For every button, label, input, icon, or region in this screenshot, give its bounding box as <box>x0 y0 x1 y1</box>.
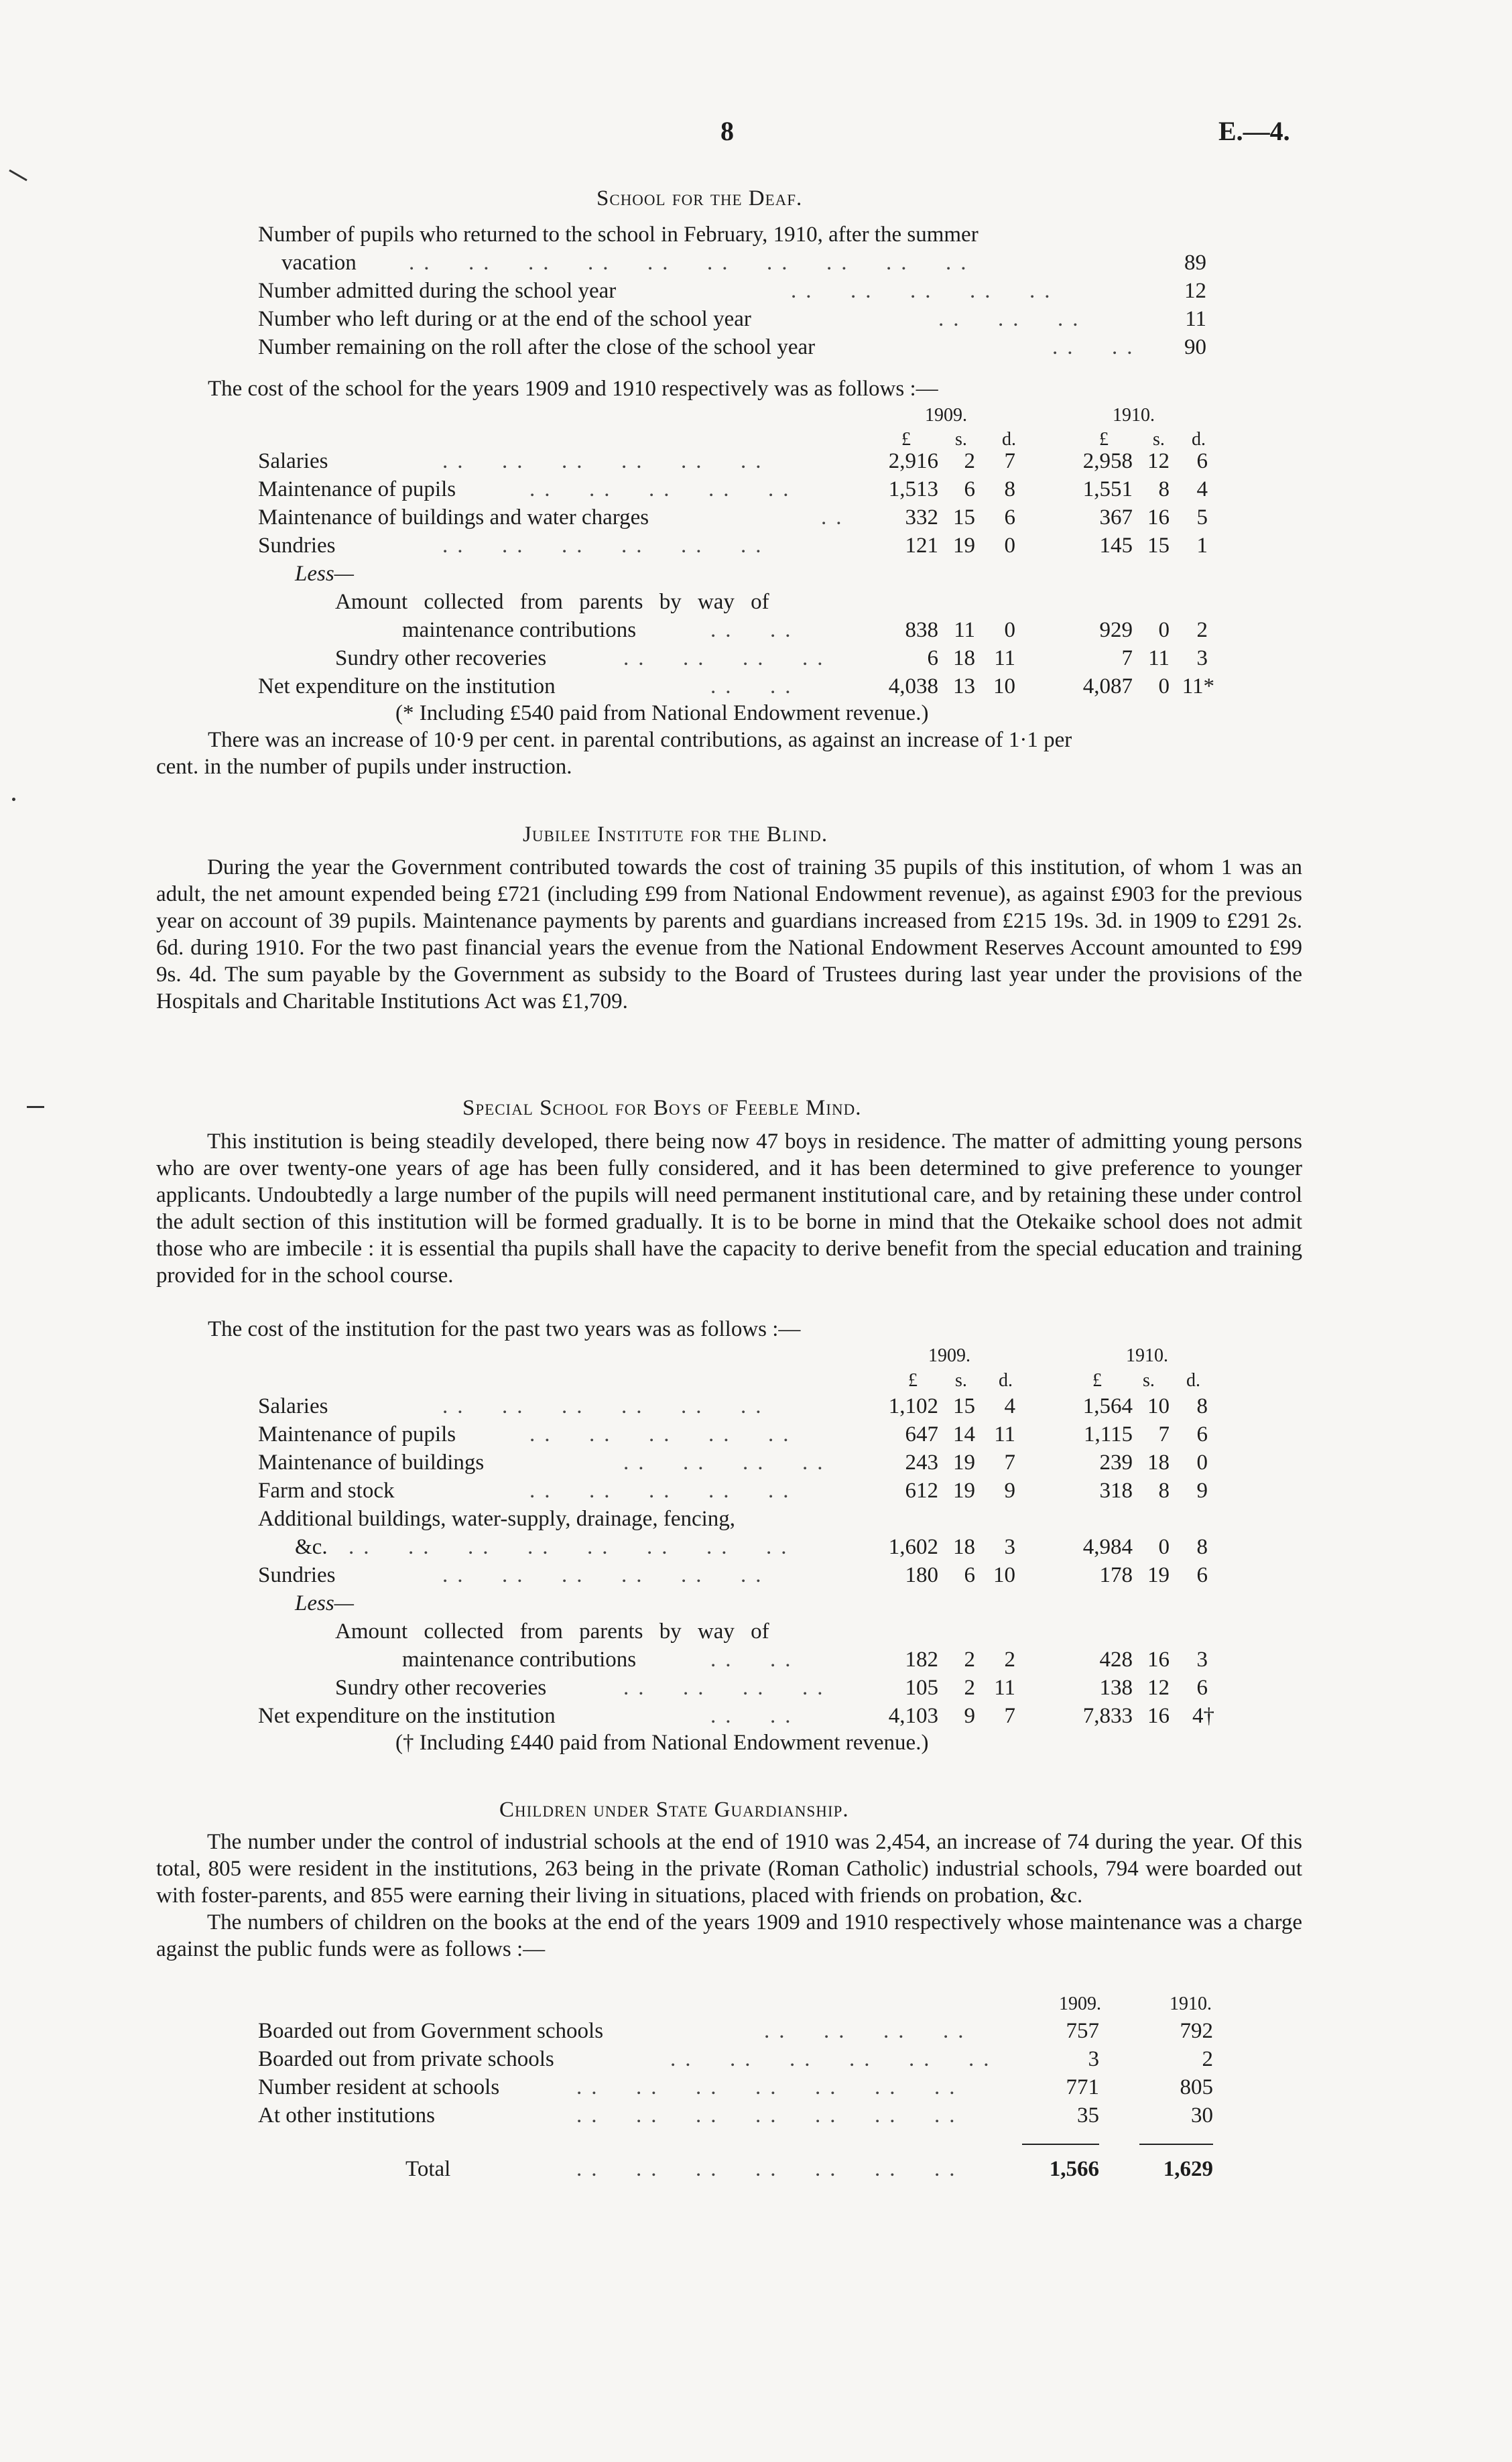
amount-pence: 6 <box>1004 505 1015 530</box>
leader-dots: .. .. .. .. .. .. .. <box>576 2103 964 2128</box>
amount-pounds: 1,513 <box>888 477 938 501</box>
col-shillings: s. <box>1153 429 1165 450</box>
col-pounds: £ <box>1092 1370 1102 1391</box>
leader-dots: .. .. <box>1052 335 1142 359</box>
leader-dots: .. .. .. .. <box>623 1451 832 1475</box>
amount-pence: 11 <box>994 1676 1015 1700</box>
children-row-label: Boarded out from private schools <box>258 2047 554 2071</box>
col-year-1909: 1909. <box>928 1345 970 1366</box>
count-1909: 771 <box>1066 2075 1099 2099</box>
amount-pence: 4 <box>1196 477 1208 501</box>
leader-dots: .. <box>821 505 851 530</box>
amount-pence: 11* <box>1182 674 1214 698</box>
col-year-1909: 1909. <box>925 405 967 426</box>
amount-pence: 2 <box>1004 1648 1015 1672</box>
children-paragraph <box>156 1829 1302 1963</box>
blind-paragraph <box>156 854 1302 1015</box>
amount-pence: 6 <box>1196 1563 1208 1587</box>
cost-label: Additional buildings, water-supply, drainage, fencing, <box>258 1507 736 1531</box>
less-label-cont: maintenance contributions <box>402 618 637 642</box>
amount-pence: 3 <box>1004 1535 1015 1559</box>
leader-dots: .. .. .. .. .. .. <box>670 2047 999 2071</box>
amount-pence: 5 <box>1196 505 1208 530</box>
cost-label: Farm and stock <box>258 1479 395 1503</box>
leader-dots: .. .. .. .. .. .. .. <box>576 2157 964 2181</box>
amount-pence: 9 <box>1004 1479 1015 1503</box>
leader-dots: .. .. .. .. .. <box>529 1479 798 1503</box>
amount-pounds: 243 <box>905 1451 938 1475</box>
amount-pence: 7 <box>1004 1451 1015 1475</box>
amount-pence: 0 <box>1004 618 1015 642</box>
leader-dots: .. .. .. <box>938 307 1088 331</box>
count-1910: 30 <box>1191 2103 1213 2128</box>
leader-dots: .. .. .. .. .. .. .. <box>576 2075 964 2099</box>
amount-shillings: 2 <box>964 1676 975 1700</box>
leader-dots: .. .. .. .. .. <box>529 477 798 501</box>
leader-dots: .. .. .. .. .. .. .. .. <box>349 1535 796 1559</box>
amount-pounds: 612 <box>905 1479 938 1503</box>
less-label: Sundry other recoveries <box>335 646 547 670</box>
amount-pounds: 367 <box>1099 505 1133 530</box>
amount-shillings: 0 <box>1158 618 1170 642</box>
leader-dots: .. .. .. .. .. <box>791 279 1060 303</box>
count-1909: 3 <box>1088 2047 1099 2071</box>
amount-pence: 11 <box>994 1422 1015 1447</box>
amount-shillings: 15 <box>953 505 975 530</box>
amount-pence: 10 <box>993 674 1015 698</box>
amount-pence: 4 <box>1004 1394 1015 1418</box>
amount-pounds: 1,102 <box>888 1394 938 1418</box>
amount-pence: 0 <box>1004 534 1015 558</box>
cost-label: Maintenance of pupils <box>258 1422 456 1447</box>
less-label: Amount collected from parents by way of <box>335 1619 769 1644</box>
feeble-cost-intro: The cost of the institution for the past two years was as follows :— <box>208 1317 801 1341</box>
col-year-1909: 1909. <box>1059 1993 1101 2014</box>
cost-label: Maintenance of buildings <box>258 1451 485 1475</box>
amount-shillings: 18 <box>953 646 975 670</box>
section-title-blind: Jubilee Institute for the Blind. <box>523 822 828 847</box>
leader-dots: .. .. <box>710 1648 800 1672</box>
deaf-cost-intro: The cost of the school for the years 1909 and 1910 respectively was as follows :— <box>208 377 938 401</box>
amount-pounds: 4,984 <box>1082 1535 1133 1559</box>
col-year-1910: 1910. <box>1113 405 1155 426</box>
leader-dots: .. .. .. .. .. <box>529 1422 798 1447</box>
amount-shillings: 6 <box>964 477 975 501</box>
amount-shillings: 11 <box>1148 646 1170 670</box>
amount-pence: 9 <box>1196 1479 1208 1503</box>
amount-pence: 6 <box>1196 1422 1208 1447</box>
amount-shillings: 12 <box>1147 449 1170 473</box>
total-1909: 1,566 <box>1049 2157 1099 2181</box>
amount-pounds: 838 <box>905 618 938 642</box>
count-1910: 792 <box>1180 2019 1213 2043</box>
leader-dots: .. .. <box>710 674 800 698</box>
count-1910: 2 <box>1202 2047 1213 2071</box>
col-shillings: s. <box>955 429 967 450</box>
page-number: 8 <box>720 116 734 146</box>
total-rule-1910 <box>1139 2144 1213 2145</box>
col-year-1910: 1910. <box>1126 1345 1168 1366</box>
amount-pounds: 7 <box>1121 646 1133 670</box>
amount-pounds: 929 <box>1099 618 1133 642</box>
amount-pounds: 1,115 <box>1083 1422 1133 1447</box>
closing-text: cent. in the number of pupils under instruction. <box>156 755 572 779</box>
amount-shillings: 0 <box>1158 1535 1170 1559</box>
col-pence: d. <box>999 1370 1013 1391</box>
section-title-children: Children under State Guardianship. <box>499 1798 849 1822</box>
amount-shillings: 12 <box>1147 1676 1170 1700</box>
amount-shillings: 15 <box>1147 534 1170 558</box>
amount-pence: 2 <box>1196 618 1208 642</box>
paragraph-text: The number under the control of industrial schools at the end of 1910 was 2,454, an increase of 74 during the year. Of this total, 805 were resident in the institutions, 263 being in the private (Roman Catholic) industrial schools, 794 were boarded out with foster-parents, and 855 were earning their living in situations, placed with friends on probation, &c. <box>156 1830 1302 1908</box>
col-pence: d. <box>1186 1370 1200 1391</box>
deaf-row-value: 11 <box>1185 307 1206 331</box>
less-label-cont: maintenance contributions <box>402 1648 637 1672</box>
amount-pence: 8 <box>1004 477 1015 501</box>
cost-label: Sundries <box>258 1563 336 1587</box>
amount-pounds: 428 <box>1099 1648 1133 1672</box>
amount-shillings: 16 <box>1147 505 1170 530</box>
amount-pounds: 145 <box>1099 534 1133 558</box>
count-1910: 805 <box>1180 2075 1213 2099</box>
amount-pounds: 318 <box>1099 1479 1133 1503</box>
amount-pounds: 1,602 <box>888 1535 938 1559</box>
deaf-row-value: 12 <box>1184 279 1206 303</box>
amount-shillings: 13 <box>953 674 975 698</box>
children-row-label: At other institutions <box>258 2103 435 2128</box>
total-rule-1909 <box>1022 2144 1099 2145</box>
children-row-label: Boarded out from Government schools <box>258 2019 604 2043</box>
margin-mark <box>27 1106 44 1108</box>
paragraph-text: The numbers of children on the books at the end of the years 1909 and 1910 respectively whose maintenance was a charge against the public funds were as follows :— <box>156 1910 1302 1961</box>
col-shillings: s. <box>1143 1370 1155 1391</box>
col-pounds: £ <box>908 1370 918 1391</box>
amount-pence: 3 <box>1196 646 1208 670</box>
amount-pence: 7 <box>1004 1704 1015 1728</box>
amount-pounds: 2,958 <box>1082 449 1133 473</box>
less-label: Less— <box>295 1591 355 1615</box>
col-shillings: s. <box>955 1370 967 1391</box>
amount-pounds: 138 <box>1099 1676 1133 1700</box>
paragraph-text: During the year the Government contributed towards the cost of training 35 pupils of this institution, of whom 1 was an adult, the net amount expended being £721 (including £99 from National Endowment revenue), as against £903 for the previous year on account of 39 pupils. Maintenance payments by parents and guardians increased from £215 19s. 3d. in 1909 to £291 2s. 6d. during 1910. For the two past financial years the evenue from the National Endowment Reserves Account amounted to £99 9s. 4d. The sum payable by the Government as subsidy to the Board of Trustees during last year under the provisions of the Hospitals and Charitable Institutions Act was £1,709. <box>156 855 1302 1013</box>
col-year-1910: 1910. <box>1170 1993 1212 2014</box>
amount-shillings: 8 <box>1158 1479 1170 1503</box>
amount-shillings: 19 <box>1147 1563 1170 1587</box>
less-label: Amount collected from parents by way of <box>335 590 769 614</box>
count-1909: 35 <box>1077 2103 1099 2128</box>
footnote: († Including £440 paid from National Endowment revenue.) <box>395 1731 929 1755</box>
total-1910: 1,629 <box>1163 2157 1213 2181</box>
document-reference: E.—4. <box>1218 116 1290 146</box>
section-title-deaf: School for the Deaf. <box>596 186 803 210</box>
leader-dots: .. .. .. .. <box>623 1676 832 1700</box>
deaf-row-value: 90 <box>1184 335 1206 359</box>
leader-dots: .. .. .. .. .. .. .. .. .. .. <box>409 251 976 275</box>
less-label: Sundry other recoveries <box>335 1676 547 1700</box>
deaf-row-label: Number who left during or at the end of the school year <box>258 307 751 331</box>
leader-dots: .. .. <box>710 1704 800 1728</box>
amount-pounds: 1,564 <box>1082 1394 1133 1418</box>
total-label: Total <box>405 2157 451 2181</box>
amount-pence: 4† <box>1192 1704 1214 1728</box>
amount-shillings: 14 <box>953 1422 975 1447</box>
amount-pounds: 121 <box>905 534 938 558</box>
leader-dots: .. .. <box>710 618 800 642</box>
amount-pence: 8 <box>1196 1394 1208 1418</box>
amount-shillings: 2 <box>964 1648 975 1672</box>
amount-shillings: 15 <box>953 1394 975 1418</box>
amount-shillings: 16 <box>1147 1648 1170 1672</box>
col-pence: d. <box>1192 429 1206 450</box>
amount-pounds: 4,038 <box>888 674 938 698</box>
amount-pence: 8 <box>1196 1535 1208 1559</box>
leader-dots: .. .. .. .. .. .. <box>442 534 771 558</box>
section-title-feeble: Special School for Boys of Feeble Mind. <box>462 1096 862 1120</box>
closing-text: There was an increase of 10·9 per cent. in parental contributions, as against an increase of 1·1 per <box>208 728 1072 752</box>
leader-dots: .. .. .. .. .. .. <box>442 1394 771 1418</box>
deaf-row-value: 89 <box>1184 251 1206 275</box>
less-label: Less— <box>295 562 355 586</box>
leader-dots: .. .. .. .. .. .. <box>442 449 771 473</box>
feeble-paragraph <box>156 1128 1302 1289</box>
amount-pence: 6 <box>1196 1676 1208 1700</box>
margin-mark <box>12 798 15 801</box>
amount-pounds: 1,551 <box>1082 477 1133 501</box>
cost-label: Maintenance of pupils <box>258 477 456 501</box>
amount-pounds: 239 <box>1099 1451 1133 1475</box>
cost-label-cont: &c. <box>295 1535 328 1559</box>
amount-shillings: 18 <box>953 1535 975 1559</box>
amount-shillings: 0 <box>1158 674 1170 698</box>
amount-shillings: 19 <box>953 1479 975 1503</box>
children-row-label: Number resident at schools <box>258 2075 500 2099</box>
amount-pounds: 332 <box>905 505 938 530</box>
leader-dots: .. .. .. .. .. .. <box>442 1563 771 1587</box>
amount-pounds: 4,103 <box>888 1704 938 1728</box>
amount-shillings: 10 <box>1147 1394 1170 1418</box>
amount-shillings: 11 <box>954 618 975 642</box>
amount-pounds: 6 <box>927 646 938 670</box>
amount-pence: 11 <box>994 646 1015 670</box>
cost-label: Sundries <box>258 534 336 558</box>
amount-pounds: 180 <box>905 1563 938 1587</box>
amount-pence: 6 <box>1196 449 1208 473</box>
amount-shillings: 9 <box>964 1704 975 1728</box>
amount-pounds: 178 <box>1099 1563 1133 1587</box>
col-pounds: £ <box>1099 429 1109 450</box>
deaf-row-label: Number of pupils who returned to the school in February, 1910, after the summer <box>258 223 979 247</box>
amount-pounds: 7,833 <box>1082 1704 1133 1728</box>
amount-shillings: 18 <box>1147 1451 1170 1475</box>
amount-shillings: 8 <box>1158 477 1170 501</box>
col-pounds: £ <box>901 429 911 450</box>
amount-pounds: 105 <box>905 1676 938 1700</box>
leader-dots: .. .. .. .. <box>764 2019 973 2043</box>
amount-shillings: 2 <box>964 449 975 473</box>
amount-pence: 7 <box>1004 449 1015 473</box>
amount-shillings: 16 <box>1147 1704 1170 1728</box>
amount-pounds: 647 <box>905 1422 938 1447</box>
amount-pounds: 4,087 <box>1082 674 1133 698</box>
footnote: (* Including £540 paid from National Endowment revenue.) <box>395 701 929 725</box>
amount-pence: 3 <box>1196 1648 1208 1672</box>
net-expenditure-label: Net expenditure on the institution <box>258 1704 556 1728</box>
paragraph-text: This institution is being steadily developed, there being now 47 boys in residence. The matter of admitting young persons who are over twenty-one years of age has been fully considered, and it has been determined to give preference to younger applicants. Undoubtedly a large number of the pupils will need permanent institutional care, and by retaining these under control the adult section of this institution will be formed gradually. It is to be borne in mind that the Otekaike school does not admit those who are imbecile : it is essential tha pupils shall have the capacity to derive benefit from the special education and training provided for in the school course. <box>156 1129 1302 1288</box>
leader-dots: .. .. .. .. <box>623 646 832 670</box>
amount-shillings: 7 <box>1158 1422 1170 1447</box>
count-1909: 757 <box>1066 2019 1099 2043</box>
deaf-row-label-cont: vacation <box>281 251 357 275</box>
col-pence: d. <box>1002 429 1016 450</box>
deaf-row-label: Number admitted during the school year <box>258 279 617 303</box>
amount-shillings: 19 <box>953 1451 975 1475</box>
amount-pounds: 2,916 <box>888 449 938 473</box>
amount-pence: 1 <box>1196 534 1208 558</box>
cost-label: Salaries <box>258 449 328 473</box>
deaf-row-label: Number remaining on the roll after the close of the school year <box>258 335 816 359</box>
amount-pounds: 182 <box>905 1648 938 1672</box>
net-expenditure-label: Net expenditure on the institution <box>258 674 556 698</box>
amount-shillings: 6 <box>964 1563 975 1587</box>
cost-label: Maintenance of buildings and water charges <box>258 505 649 530</box>
cost-label: Salaries <box>258 1394 328 1418</box>
amount-pence: 0 <box>1196 1451 1208 1475</box>
margin-mark <box>9 170 27 182</box>
amount-shillings: 19 <box>953 534 975 558</box>
amount-pence: 10 <box>993 1563 1015 1587</box>
